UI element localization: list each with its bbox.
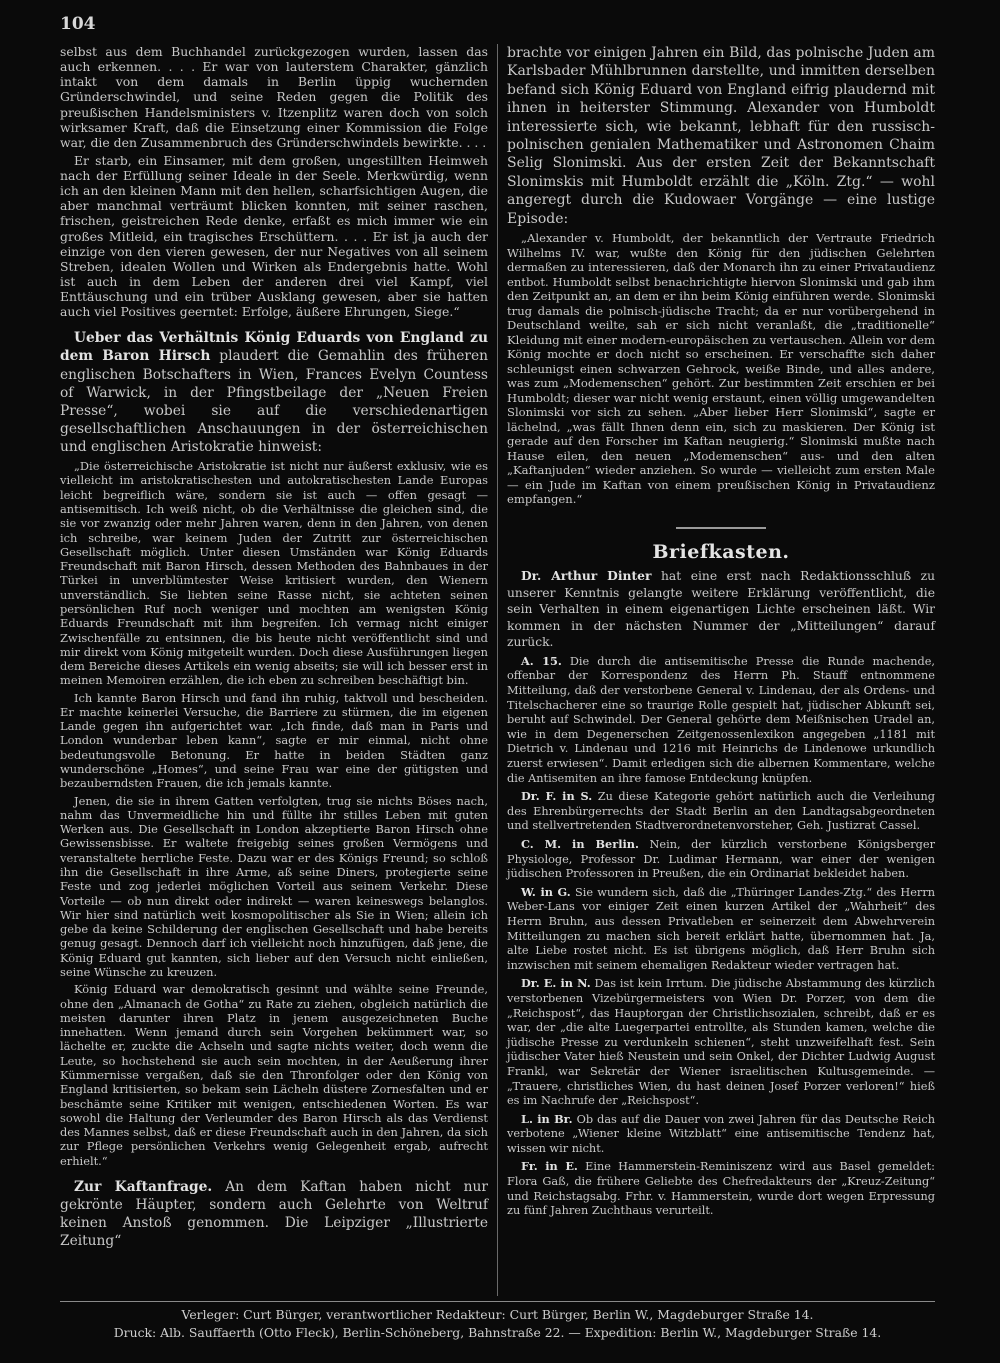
printer-line: Druck: Alb. Sauffaerth (Otto Fleck), Berlin-Schöneberg, Bahnstraße 22. — Expedition: Berlin W., Magdeburger Straße 14.: [113, 1325, 882, 1340]
letter-entry: [507, 837, 935, 882]
entry-lead: L. in Br.: [521, 1111, 573, 1126]
footer-rule: [60, 1301, 935, 1302]
letter-entry: [507, 1159, 935, 1218]
entry-text: Zu diese Kategorie gehört natürlich auch die Verleihung des Ehrenbürgerrechts der Stadt Berlin an den Landtagsabgeordneten und stellvertretenden Stadtverordnetenvorsteher, Geh. Justizrat Cassel.: [507, 790, 936, 833]
article-kaftan: [60, 1178, 488, 1251]
entry-lead: Dr. E. in N.: [521, 976, 591, 991]
entry-lead: W. in G.: [521, 884, 571, 899]
entry-lead: Dr. Arthur Dinter: [521, 567, 652, 583]
letter-entry: [507, 568, 935, 651]
entry-lead: A. 15.: [521, 653, 562, 668]
entry-lead: Dr. F. in S.: [521, 789, 593, 804]
paragraph-opening: selbst aus dem Buchhandel zurückgezogen wurden, lassen das auch erkennen. . . . Er war von lauterstem Charakter, gänzlich intakt von dem damals in Berlin üppig wuchernden Gründerschwindel, und seine Reden gegen die Politik des preußischen Handelsministers v. Itzenplitz waren doch von solch wirksamer Kraft, daß die Einsetzung einer Kommission die Folge war, die den Zusammenbruch des Gründerschwindels bewirkte. . . .: [60, 44, 488, 150]
quote-paragraph: Jenen, die sie in ihrem Gatten verfolgten, trug sie nichts Böses nach, nahm das Unvermeidliche hin und füllte ihr stilles Leben mit guten Werken aus. Die Gesellschaft in London akzeptierte Baron Hirsch ohne Gewissensbisse. Er waltete freigebig seines großen Vermögens und veranstaltete herrliche Feste. Dazu war er des Königs Freund; so schloß ihn die Gesellschaft in ihre Arme, aß seine Diners, protegierte seine Feste und zog jederlei möglichen Vorteil aus seinem Verkehr. Diese Vorteile — ob nun direkt oder indirekt — waren keineswegs belanglos. Wir hier sind natürlich weit kosmopolitischer als Sie in Wien; allein ich gebe da keine Schilderung der englischen Gesellschaft und habe bereits genug gesagt. Dennoch darf ich vielleicht noch hinzufügen, daß jene, die König Eduard gut kannten, sich lieber auf den Versuch nicht einließen, seine Wünsche zu kreuzen.: [60, 793, 488, 979]
entry-text: Eine Hammerstein-Reminiszenz wird aus Basel gemeldet: Flora Gaß, die frühere Geliebte des Chefredakteurs der „Kreuz-Zeitung“ und Reichstagsabg. Frhr. v. Hammerstein, wurde dort wegen Erpressung zu fünf Jahren Zuchthaus verurteilt.: [507, 1160, 935, 1218]
entry-text: Nein, der kürzlich verstorbene Königsberger Physiologe, Professor Dr. Ludimar Hermann, war einer der wenigen jüdischen Professoren in Preußen, die ein Ordinariat bekleidet haben.: [507, 838, 935, 881]
entry-text: Sie wundern sich, daß die „Thüringer Landes-Ztg.“ des Herrn Weber-Lans vor einiger Zeit einen kurzen Artikel der „Wahrheit“ des Herrn Bruhn, aus dessen Privatleben er seinerzeit dem Abwehrverein Mitteilungen zu machen sich bereit erklärt hatte, übernommen hat. Ja, alte Liebe rostet nicht. Es ist übrigens möglich, daß Herr Bruhn sich inzwischen mit seinem ehemaligen Redakteur wieder vertragen hat.: [507, 885, 935, 972]
quote-paragraph: König Eduard war demokratisch gesinnt und wählte seine Freunde, ohne den „Almanach de Gotha“ zu Rate zu ziehen, obgleich natürlich die meisten darunter ihren Platz in jenem ausgezeichneten Buche innehatten. Wenn jemand durch sein Vorgehen bekümmert war, so lächelte er, zuckte die Achseln und sagte nichts weiter, doch wenn die Leute, so hochstehend sie auch sein mochten, in der Aeußerung ihrer Kümmernisse vergaßen, daß sie den Thronfolger oder den König von England kritisierten, so bekam sein Lächeln düstere Zornesfalten und er beschämte seine Kritiker mit wenigen, entschiedenen Worten. Es war sowohl die Haltung der Verleumder des Baron Hirsch als das Verdienst des Mannes selbst, daß er diese Freundschaft auch in den Jahren, da sich zur Pflege persönlichen Verkehrs wenig Gelegenheit ergab, aufrecht erhielt.“: [60, 982, 488, 1168]
letter-entry: [507, 885, 935, 974]
article-hirsch: [60, 329, 488, 456]
article-body: An dem Kaftan haben nicht nur gekrönte Häupter, sondern auch Gelehrte von Weltruf keinen Anstoß genommen. Die Leipziger „Illustrierte Zeitung“: [60, 1178, 488, 1250]
quote-humboldt: „Alexander v. Humboldt, der bekanntlich der Vertraute Friedrich Wilhelms IV. war, wußte den König für den jüdischen Gelehrten dermaßen zu interessieren, daß der Monarch ihn zu einer Privataudienz entbot. Humboldt selbst benachrichtigte hiervon Slonimski und gab ihm den Zeitpunkt an, an dem er ihn beim König einführen werde. Slonimski trug damals die polnisch-jüdische Tracht; da er nur vorübergehend in Deutschland weilte, sah er sich nicht veranlaßt, die „traditionelle“ Kleidung mit einer modern-europäischen zu vertauschen. Allein vor dem König mochte er doch nicht so erscheinen. Er verschaffte sich daher schleunigst einen schwarzen Gehrock, weiße Binde, und alles andere, was zum „Modemenschen“ gehört. Zur bestimmten Zeit erschien er bei Humboldt; dieser war nicht wenig erstaunt, einen völlig umgewandelten Slonimski vor sich zu sehen. „Aber lieber Herr Slonimski“, sagte er lächelnd, „was fällt Ihnen denn ein, sich zu maskieren. Der König ist gerade auf den Forscher im Kaftan neugierig.“ Slonimski mußte nach Hause eilen, den neuen „Modemenschen“ aus- und den alten „Kaftanjuden“ wieder anziehen. So wurde — vielleicht zum ersten Male — ein Jude im Kaftan von einem preußischen König in Privataudienz empfangen.“: [507, 231, 935, 507]
section-separator: [676, 527, 766, 529]
paragraph-kaftan-continued: brachte vor einigen Jahren ein Bild, das polnische Juden am Karlsbader Mühlbrunnen darstellte, und inmitten derselben befand sich König Eduard von England eifrig plaudernd mit ihnen in heiterster Stimmung. Alexander von Humboldt interessierte sich, wie bekannt, lebhaft für den russisch-polnischen genialen Mathematiker und Astronomen Chaim Selig Slonimski. Aus der ersten Zeit der Bekanntschaft Slonimskis mit Humboldt erzählt die „Köln. Ztg.“ — wohl angeregt durch die Kudowaer Vorgänge — eine lustige Episode:: [507, 45, 935, 227]
letter-entry: [507, 976, 935, 1108]
page-number: 104: [60, 14, 96, 34]
quote-paragraph: Ich kannte Baron Hirsch und fand ihn ruhig, taktvoll und bescheiden. Er machte keinerlei Versuche, die Barriere zu stürmen, die im eigenen Lande gegen ihn aufgerichtet war. „Ich finde, daß man in Paris und London wunderbar leben kann“, sagte er mir einmal, nicht ohne bedeutungsvolle Betonung. Er hatte in beiden Städten ganz wunderschöne „Homes“, und seine Frau war eine der gütigsten und bezauberndsten Frauen, die ich jemals kannte.: [60, 690, 488, 791]
paragraph: Er starb, ein Einsamer, mit dem großen, ungestillten Heimweh nach der Erfüllung seiner Ideale in der Seele. Merkwürdig, wenn ich an den kleinen Mann mit den hellen, scharfsichtigen Augen, die aber manchmal verträumt blicken konnten, mit seiner raschen, frischen, geistreichen Rede denke, erfaßt es mich immer wie ein großes Mitleid, ein tragisches Erschüttern. . . . Er ist ja auch der einzige von den vieren gewesen, der nur Negatives von all seinem Streben, idealen Wollen und Wirken als Endergebnis hatte. Wohl ist auch in dem Leben der anderen drei viel Kampf, viel Enttäuschung und ein trüber Ausklang gewesen, aber sie hatten auch viel Positives geerntet: Erfolge, äußere Ehrungen, Siege.“: [60, 152, 488, 320]
letter-entry: [507, 654, 935, 786]
letter-entry: [507, 1112, 935, 1157]
entry-text: hat eine erst nach Redaktionsschluß zu unserer Kenntnis gelangte weitere Erklärung veröffentlicht, die sein Verhalten in einem eigenartigen Lichte erscheinen läßt. Wir kommen in der nächsten Nummer der „Mitteilungen“ darauf zurück.: [507, 568, 935, 650]
article-lead: Ueber das Verhältnis König Eduards von England zu dem Baron Hirsch: [60, 330, 488, 365]
quote-paragraph: „Die österreichische Aristokratie ist nicht nur äußerst exklusiv, wie es vielleicht im aristokratischesten und autokratischesten Lande Europas leicht begreiflich wäre, sondern sie ist auch — offen gesagt — antisemitisch. Ich weiß nicht, ob die Verhältnisse die gleichen sind, die sie vor zwanzig oder mehr Jahren waren, denn in den Jahren, von denen ich schreibe, war keinem Juden der Zutritt zur österreichischen Gesellschaft möglich. Unter diesen Umständen war König Eduards Freundschaft mit Baron Hirsch, dessen Methoden des Bahnbaues in der Türkei in unverblümtester Weise kritisiert wurden, den Wienern unverständlich. Sie liebten seine Rasse nicht, sie achteten seinen persönlichen Ruf noch weniger und mochten am wenigsten König Eduards Freundschaft mit ihm begreifen. Ich vermag nicht einiger Zwischenfälle zu entsinnen, die bis heute nicht veröffentlicht sind und mir direkt vom König mitgeteilt wurden. Doch diese Ausführungen liegen dem Bereiche dieses Artikels ein wenig abseits; sie will ich besser erst in meinen Memoiren erzählen, die ich eben zu schreiben beschäftigt bin.: [60, 459, 488, 688]
entry-text: Ob das auf die Dauer von zwei Jahren für das Deutsche Reich verbotene „Wiener kleine Witzblatt“ eine antisemitische Tendenz hat, wissen wir nicht.: [507, 1112, 935, 1155]
left-column: [60, 44, 488, 1253]
article-lead: Zur Kaftanfrage.: [74, 1178, 213, 1195]
entry-text: Das ist kein Irrtum. Die jüdische Abstammung des kürzlich verstorbenen Vizebürgermeisters von Wien Dr. Porzer, von dem die „Reichspost“, das Hauptorgan der Christlichsozialen, schreibt, daß er es war, der „die alte Luegerpartei entrollte, als Stunden kamen, welche die jüdische Presse zu verdunkeln schienen“, steht unzweifelhaft fest. Sein jüdischer Vater hieß Neustein und sein Onkel, der Dichter Ludwig August Frankl, war Sekretär der Wiener israelitischen Kultusgemeinde. — „Trauere, christliches Wien, du hast deinen Josef Porzer verloren!“ hieß es im Nachrufe der „Reichspost“.: [507, 977, 936, 1108]
entry-lead: Fr. in E.: [521, 1159, 578, 1174]
entry-text: Die durch die antisemitische Presse die Runde machende, offenbar der Korrespondenz des Herrn Ph. Stauff entnommene Mitteilung, daß der verstorbene General v. Lindenau, der als Ordens- und Titelschacherer eine so traurige Rolle gespielt hat, jüdischer Abkunft sei, beruht auf Schwindel. Der General gehörte dem Meißnischen Uradel an, wie in dem Degenerschen Zeitgenossenlexikon angegeben „1181 mit Dietrich v. Lindenau und 1216 mit Heinrichs de Lindenowe urkundlich zuerst erwiesen“. Damit erledigen sich die albernen Kommentare, welche die Antisemiten an ihre famose Entdeckung knüpfen.: [507, 654, 935, 785]
section-heading: Briefkasten.: [652, 540, 790, 563]
publisher-line: Verleger: Curt Bürger, verantwortlicher Redakteur: Curt Bürger, Berlin W., Magdeburger Straße 14.: [181, 1307, 814, 1322]
article-body: plaudert die Gemahlin des früheren englischen Botschafters in Wien, Frances Evelyn Countess of Warwick, in der Pfingstbeilage der „Neuen Freien Presse“, wobei sie auf die verschiedenartigen gesellschaftlichen Anschauungen in der österreichischen und englischen Aristokratie hinweist:: [60, 348, 488, 455]
column-divider: [497, 44, 498, 1296]
right-column: [507, 44, 935, 1222]
letter-entry: [507, 789, 935, 834]
entry-lead: C. M. in Berlin.: [521, 837, 639, 851]
